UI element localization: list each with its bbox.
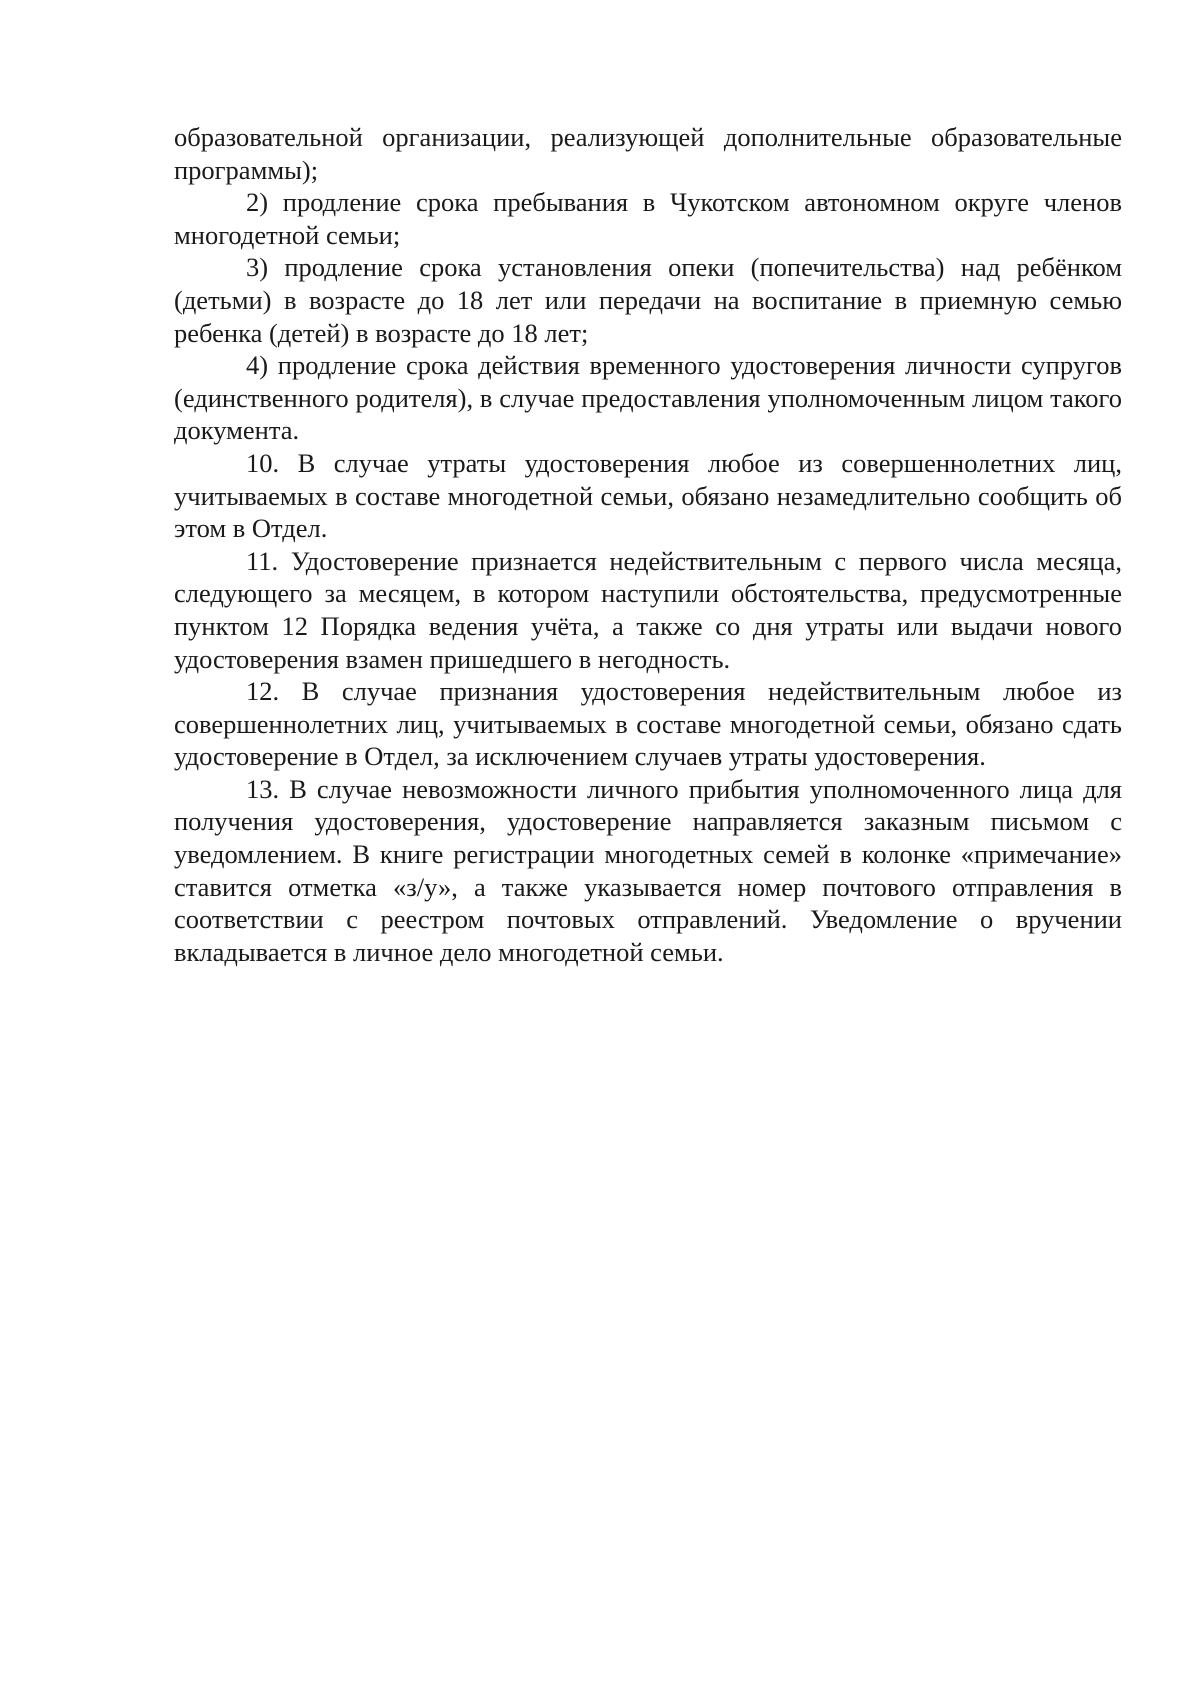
paragraph-continuation: образовательной организации, реализующей дополнительные образовательные программы); <box>174 122 1122 185</box>
paragraph-clause-12: 12. В случае признания удостоверения недействительным любое из совершеннолетних лиц, учитываемых в составе многодетной семьи, обязано сдать удостоверение в Отдел, за исключением случаев утраты удостоверения. <box>174 676 1122 772</box>
paragraph-item-3: 3) продление срока установления опеки (попечительства) над ребёнком (детьми) в возрасте до 18 лет или передачи на воспитание в приемную семью ребенка (детей) в возрасте до 18 лет; <box>174 252 1122 348</box>
paragraph-clause-13: 13. В случае невозможности личного прибытия уполномоченного лица для получения удостоверения, удостоверение направляется заказным письмом с уведомлением. В книге регистрации многодетных семей в колонке «примечание» ставится отметка «з/у», а также указывается номер почтового отправления в соответствии с реестром почтовых отправлений. Уведомление о вручении вкладывается в личное дело многодетной семьи. <box>174 773 1122 967</box>
paragraph-clause-11: 11. Удостоверение признается недействительным с первого числа месяца, следующего за месяцем, в котором наступили обстоятельства, предусмотренные пунктом 12 Порядка ведения учёта, а также со дня утраты или выдачи нового удостоверения взамен пришедшего в негодность. <box>174 545 1122 674</box>
paragraph-item-2: 2) продление срока пребывания в Чукотском автономном округе членов многодетной семьи; <box>174 187 1122 250</box>
document-body <box>174 121 1122 968</box>
paragraph-clause-10: 10. В случае утраты удостоверения любое из совершеннолетних лиц, учитываемых в составе многодетной семьи, обязано незамедлительно сообщить об этом в Отдел. <box>174 447 1122 544</box>
paragraph-item-4: 4) продление срока действия временного удостоверения личности супругов (единственного родителя), в случае предоставления уполномоченным лицом такого документа. <box>174 350 1122 446</box>
